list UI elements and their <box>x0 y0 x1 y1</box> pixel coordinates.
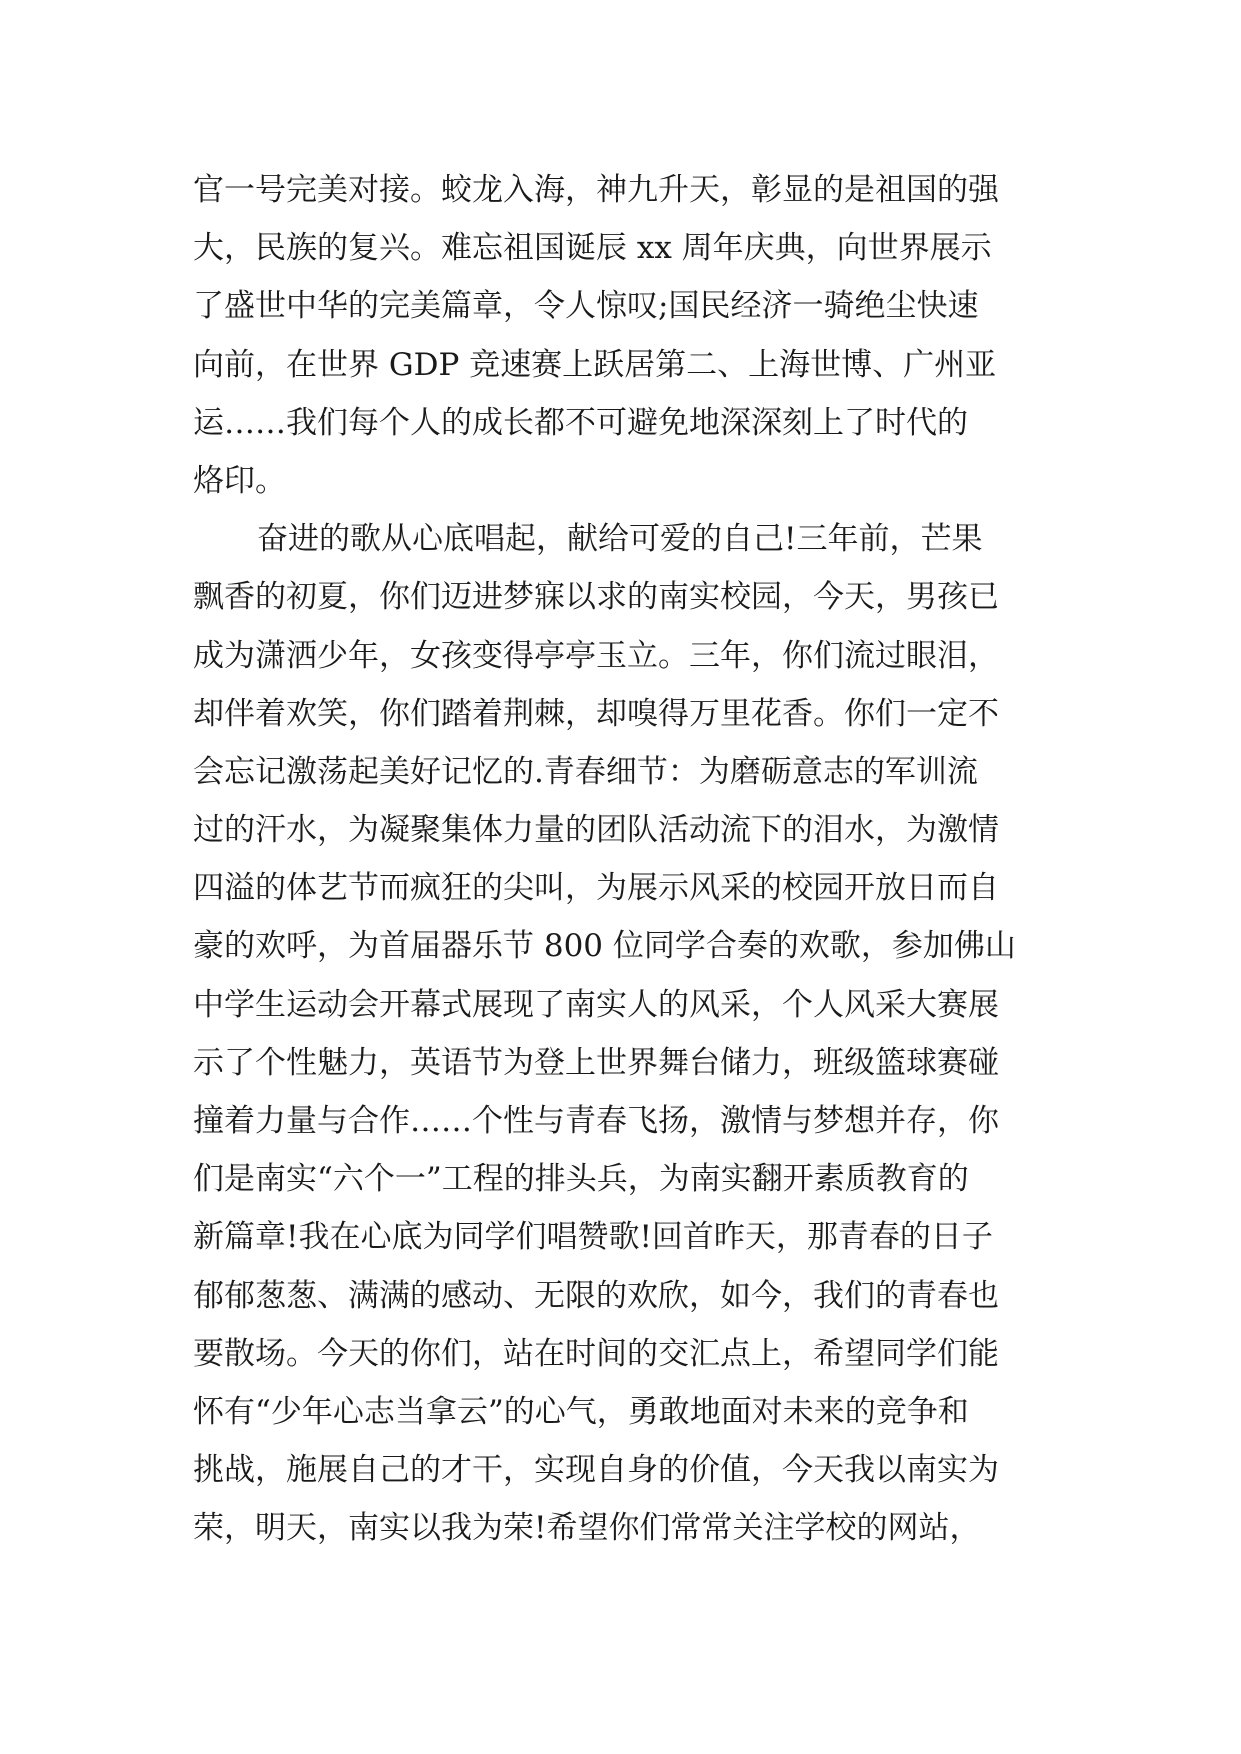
text-line: 怀有“少年心志当拿云”的心气，勇敢地面对未来的竞争和 <box>193 1393 969 1430</box>
text-line: 挑战，施展自己的才干，实现自身的价值，今天我以南实为 <box>193 1452 999 1489</box>
text-line: 四溢的体艺节而疯狂的尖叫，为展示风采的校园开放日而自 <box>193 870 999 907</box>
text-line: 了盛世中华的完美篇章，令人惊叹;国民经济一骑绝尘快速 <box>193 288 979 325</box>
text-line: 过的汗水，为凝聚集体力量的团队活动流下的泪水，为激情 <box>193 812 999 849</box>
paragraph <box>193 161 1073 510</box>
text-line: 大，民族的复兴。难忘祖国诞辰 xx 周年庆典，向世界展示 <box>193 230 992 267</box>
text-line: 却伴着欢笑，你们踏着荆棘，却嗅得万里花香。你们一定不 <box>193 695 999 732</box>
text-line: 奋进的歌从心底唱起，献给可爱的自己!三年前，芒果 <box>257 521 983 558</box>
text-line: 会忘记激荡起美好记忆的.青春细节：为磨砺意志的军训流 <box>193 753 978 790</box>
text-line: 烙印。 <box>193 462 286 499</box>
text-line: 官一号完美对接。蛟龙入海，神九升天，彰显的是祖国的强 <box>193 172 999 208</box>
text-line: 撞着力量与合作……个性与青春飞扬，激情与梦想并存，你 <box>193 1103 999 1139</box>
text-line: 运……我们每个人的成长都不可避免地深深刻上了时代的 <box>193 404 968 441</box>
text-line: 新篇章!我在心底为同学们唱赞歌!回首昨天，那青春的日子 <box>193 1219 993 1256</box>
text-line: 郁郁葱葱、满满的感动、无限的欢欣，如今，我们的青春也 <box>193 1277 999 1314</box>
text-line: 中学生运动会开幕式展现了南实人的风采，个人风采大赛展 <box>193 986 999 1023</box>
text-line: 飘香的初夏，你们迈进梦寐以求的南实校园，今天，男孩已 <box>193 579 999 616</box>
text-line: 要散场。今天的你们，站在时间的交汇点上，希望同学们能 <box>193 1335 999 1372</box>
text-line: 豪的欢呼，为首届器乐节 800 位同学合奏的欢歌，参加佛山 <box>193 928 1016 965</box>
text-line: 示了个性魅力，英语节为登上世界舞台储力，班级篮球赛碰 <box>193 1044 999 1081</box>
text-line: 成为潇洒少年，女孩变得亭亭玉立。三年，你们流过眼泪， <box>193 637 999 674</box>
text-line: 们是南实“六个一”工程的排头兵，为南实翻开素质教育的 <box>193 1161 969 1198</box>
text-line: 向前，在世界 GDP 竞速赛上跃居第二、上海世博、广州亚 <box>193 346 997 383</box>
text-line: 荣，明天，南实以我为荣!希望你们常常关注学校的网站， <box>193 1510 981 1547</box>
paragraph <box>193 510 1073 1557</box>
document-body <box>193 161 1073 1558</box>
